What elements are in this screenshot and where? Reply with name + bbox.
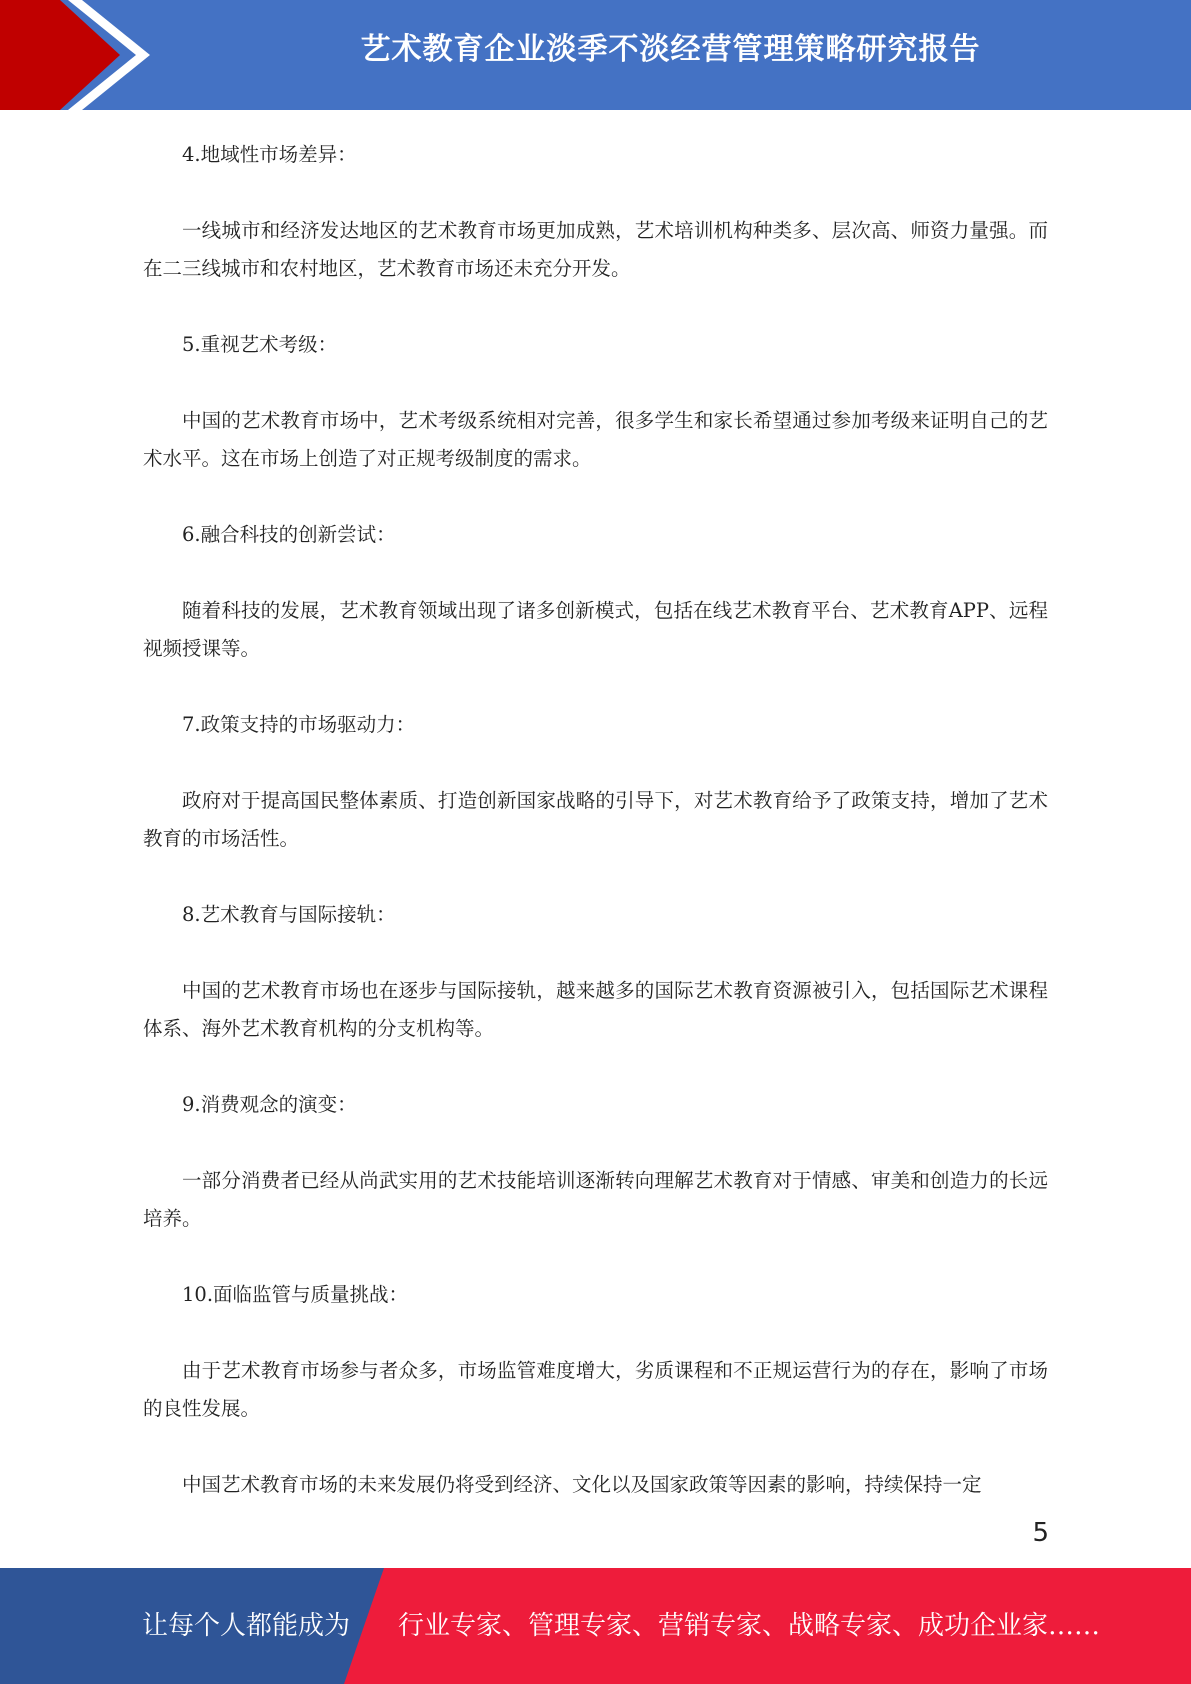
page-header [0,0,1191,110]
footer-slogan-left: 让每个人都能成为 [142,1611,351,1641]
document-body [143,136,1048,1504]
footer-slogan-right: 行业专家、管理专家、营销专家、战略专家、成功企业家…… [398,1611,1101,1641]
paragraph-9: 一部分消费者已经从尚武实用的艺术技能培训逐渐转向理解艺术教育对于情感、审美和创造力的长远培养。 [143,1169,1048,1230]
paragraph-6: 随着科技的发展，艺术教育领域出现了诸多创新模式，包括在线艺术教育平台、艺术教育APP、远程视频授课等。 [143,599,1048,660]
section-heading-6: 6.融合科技的创新尝试： [182,523,396,546]
paragraph-conclusion: 中国艺术教育市场的未来发展仍将受到经济、文化以及国家政策等因素的影响，持续保持一定 [182,1473,982,1496]
header-arrow-decoration [0,0,160,110]
section-heading-5: 5.重视艺术考级： [182,333,338,356]
section-heading-7: 7.政策支持的市场驱动力： [182,713,416,736]
paragraph-10: 由于艺术教育市场参与者众多，市场监管难度增大，劣质课程和不正规运营行为的存在，影响了市场的良性发展。 [143,1359,1048,1420]
page-footer [0,1568,1191,1684]
section-heading-9: 9.消费观念的演变： [182,1093,357,1116]
page-number: 5 [1032,1518,1049,1548]
paragraph-7: 政府对于提高国民整体素质、打造创新国家战略的引导下，对艺术教育给予了政策支持，增加了艺术教育的市场活性。 [143,789,1048,850]
section-heading-10: 10.面临监管与质量挑战： [182,1283,409,1306]
paragraph-8: 中国的艺术教育市场也在逐步与国际接轨，越来越多的国际艺术教育资源被引入，包括国际艺术课程体系、海外艺术教育机构的分支机构等。 [143,979,1048,1040]
paragraph-4: 一线城市和经济发达地区的艺术教育市场更加成熟，艺术培训机构种类多、层次高、师资力量强。而在二三线城市和农村地区，艺术教育市场还未充分开发。 [143,219,1048,280]
document-title: 艺术教育企业淡季不淡经营管理策略研究报告 [360,32,981,67]
section-heading-8: 8.艺术教育与国际接轨： [182,903,396,926]
paragraph-5: 中国的艺术教育市场中，艺术考级系统相对完善，很多学生和家长希望通过参加考级来证明自己的艺术水平。这在市场上创造了对正规考级制度的需求。 [143,409,1048,470]
section-heading-4: 4.地域性市场差异： [182,143,357,166]
